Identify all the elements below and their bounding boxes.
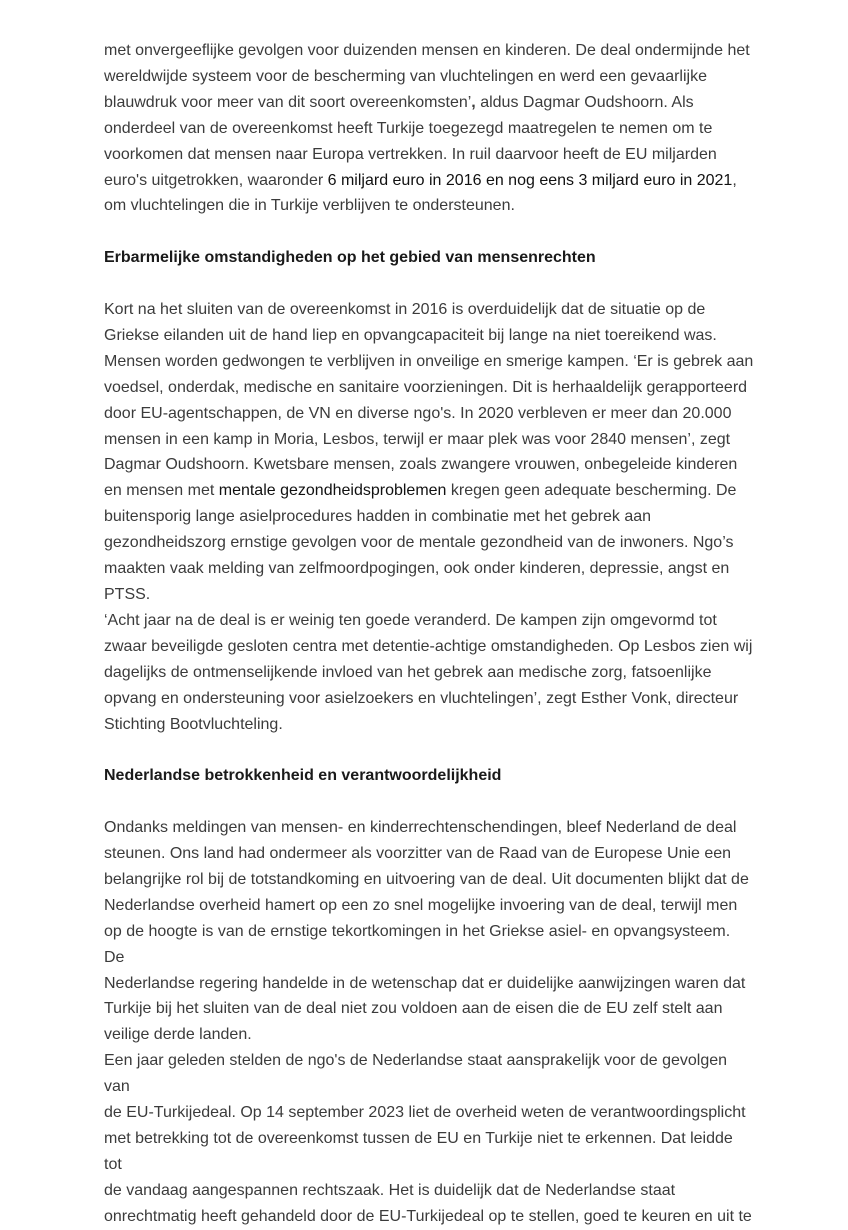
paragraph-text: met onvergeeflijke gevolgen voor duizenden mensen en kinderen. De deal ondermijnde het wereldwijde systeem voor de bescherming van vluchtelingen en werd een gevaarlijke blauwdruk voor meer van dit soort overeenkomsten’: [104, 42, 750, 111]
mental-health-link[interactable]: mentale gezondheidsproblemen: [218, 482, 447, 500]
paragraph-conditions: [104, 297, 754, 608]
paragraph-spacer: [104, 219, 754, 245]
paragraph-deal-consequences: [104, 38, 754, 219]
paragraph-text: , om vluchtelingen die in Turkije verblijven te ondersteunen.: [104, 171, 737, 215]
paragraph-text: Kort na het sluiten van de overeenkomst in 2016 is overduidelijk dat de situatie op de Griekse eilanden uit de hand liep en opvangcapaciteit bij lange na niet toereikend was. Mensen worden gedwongen te verblijven in onveilige en smerige kampen. ‘Er is gebrek aan voedsel, onderdak, medische en sanitaire voorzieningen. Dit is herhaaldelijk gerapporteerd door EU-agentschappen, de VN en diverse ngo's. In 2020 verbleven er meer dan 20.000 mensen in een kamp in Moria, Lesbos, terwijl er maar plek was voor 2840 mensen’, zegt Dagmar Oudshoorn. Kwetsbare mensen, zoals zwangere vrouwen, onbegeleide kinderen en mensen met: [104, 301, 754, 500]
funding-link[interactable]: 6 miljard euro in 2016 en nog eens 3 miljard euro in 2021: [327, 171, 733, 189]
paragraph-spacer: [104, 737, 754, 763]
paragraph-dutch-support: Ondanks meldingen van mensen- en kinderrechtenschendingen, bleef Nederland de deal steunen. Ons land had ondermeer als voorzitter van de Raad van de Europese Unie een belangrijke rol bij de totstandkoming en uitvoering van de deal. Uit documenten blijkt dat de Nederlandse overheid hamert op een zo snel mogelijke invoering van de deal, terwijl men op de hoogte is van de ernstige tekortkomingen in het Griekse asiel- en opvangsysteem. De Nederlandse regering handelde in de wetenschap dat er duidelijke aanwijzingen waren dat Turkije bij het sluiten van de deal niet zou voldoen aan de eisen die de EU zelf stelt aan veilige derde landen.: [104, 819, 749, 1044]
paragraph-spacer: [104, 271, 754, 297]
paragraph-spacer: [104, 789, 754, 815]
bold-comma: ,: [471, 93, 476, 111]
paragraph-text: aldus Dagmar Oudshoorn. Als onderdeel van de overeenkomst heeft Turkije toegezegd maatregelen te nemen om te voorkomen dat mensen naar Europa vertrekken. In ruil daarvoor heeft de EU miljarden euro's uitgetrokken, waaronder: [104, 93, 717, 189]
paragraph-liability: Een jaar geleden stelden de ngo's de Nederlandse staat aansprakelijk voor de gevolgen van de EU-Turkijedeal. Op 14 september 2023 liet de overheid weten de verantwoordingsplicht met betrekking tot de overeenkomst tussen de EU en Turkije niet te erkennen. Dat leidde tot de vandaag aangespannen rechtszaak. Het is duidelijk dat de Nederlandse staat onrechtmatig heeft gehandeld door de EU-Turkijedeal op te stellen, goed te keuren en uit te: [104, 1052, 752, 1225]
section-heading-human-rights: Erbarmelijke omstandigheden op het gebied van mensenrechten: [104, 249, 596, 267]
document-page: [104, 38, 754, 1230]
section-heading-dutch-involvement: Nederlandse betrokkenheid en verantwoordelijkheid: [104, 767, 502, 785]
paragraph-text: kregen geen adequate bescherming. De buitensporig lange asielprocedures hadden in combinatie met het gebrek aan gezondheidszorg ernstige gevolgen voor de mentale gezondheid van de inwoners. Ngo’s maakten vaak melding van zelfmoordpogingen, ook onder kinderen, depressie, angst en PTSS.: [104, 482, 737, 603]
paragraph-eight-years: ‘Acht jaar na de deal is er weinig ten goede veranderd. De kampen zijn omgevormd tot zwaar beveiligde gesloten centra met detentie-achtige omstandigheden. Op Lesbos zien wij dagelijks de ontmenselijkende invloed van het gebrek aan medische zorg, fatsoenlijke opvang en ondersteuning voor asielzoekers en vluchtelingen’, zegt Esther Vonk, directeur Stichting Bootvluchteling.: [104, 611, 753, 733]
